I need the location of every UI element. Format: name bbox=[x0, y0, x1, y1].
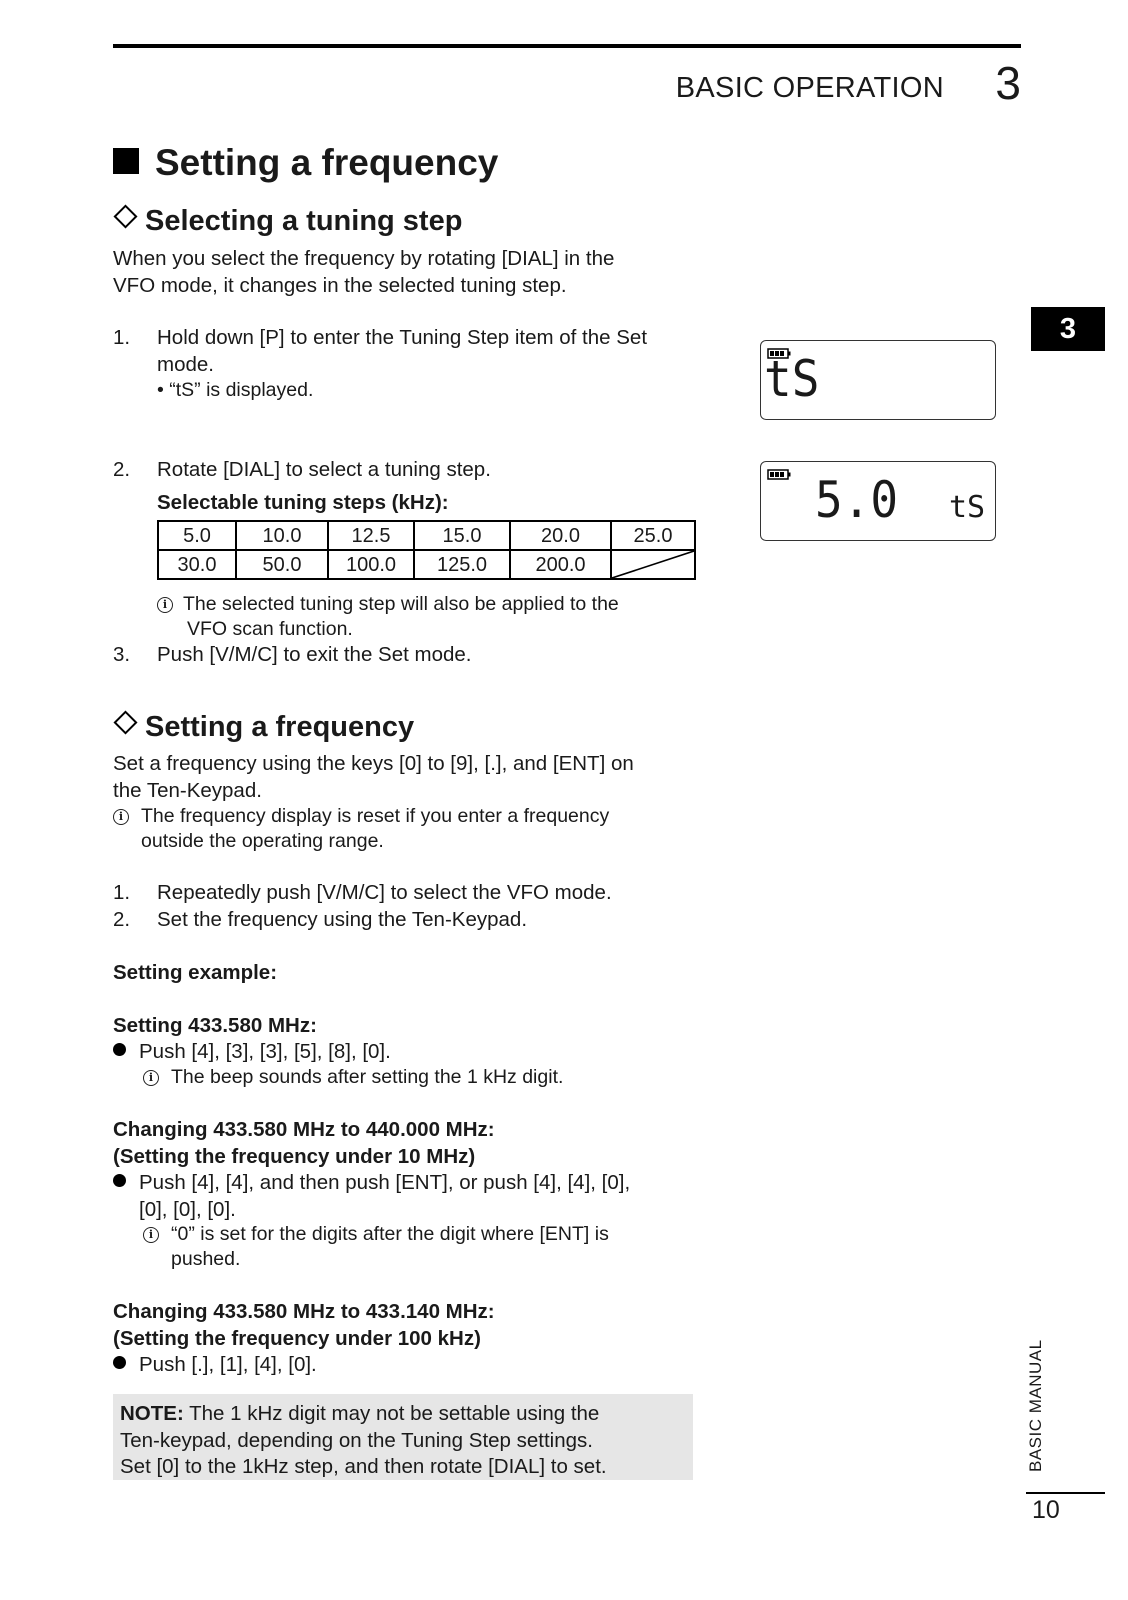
table-row bbox=[158, 550, 695, 579]
example-1-info: i The beep sounds after setting the 1 kHz digit. bbox=[143, 1065, 563, 1090]
info-icon: i bbox=[113, 809, 129, 825]
table-cell: 15.0 bbox=[414, 521, 510, 550]
tuning-steps-table bbox=[157, 520, 696, 580]
example-2-info: i “0” is set for the digits after the digit where [ENT] is pushed. bbox=[143, 1222, 609, 1272]
table-caption: Selectable tuning steps (kHz): bbox=[157, 491, 449, 514]
lcd-display-step bbox=[760, 461, 996, 541]
lcd-main-text: 5.0 bbox=[815, 471, 899, 529]
example-3-heading: Changing 433.580 MHz to 433.140 MHz: (Setting the frequency under 100 kHz) bbox=[113, 1300, 495, 1350]
subsection-title-set-frequency: Setting a frequency bbox=[113, 711, 414, 744]
chapter-title: BASIC OPERATION bbox=[675, 72, 944, 104]
battery-icon bbox=[768, 470, 791, 479]
bullet-dot-icon bbox=[113, 1356, 126, 1369]
section-title: Setting a frequency bbox=[113, 142, 498, 184]
set-frequency-intro: Set a frequency using the keys [0] to [9], [.], and [ENT] on the Ten-Keypad. bbox=[113, 752, 634, 802]
tuning-step-info: i The selected tuning step will also be applied to the VFO scan function. bbox=[157, 592, 619, 642]
subsection-title-tuning-step: Selecting a tuning step bbox=[113, 205, 462, 238]
bullet-dot-icon bbox=[113, 1174, 126, 1187]
info-icon: i bbox=[143, 1227, 159, 1243]
table-cell: 5.0 bbox=[158, 521, 236, 550]
square-bullet-icon bbox=[113, 148, 139, 174]
info-icon: i bbox=[143, 1070, 159, 1086]
tuning-step-intro: When you select the frequency by rotating [DIAL] in the VFO mode, it changes in the selected tuning step. bbox=[113, 247, 615, 297]
bullet-dot-icon bbox=[113, 1043, 126, 1056]
example-1-heading: Setting 433.580 MHz: bbox=[113, 1014, 317, 1037]
table-cell: 25.0 bbox=[611, 521, 695, 550]
example-3-bullet: Push [.], [1], [4], [0]. bbox=[113, 1352, 317, 1379]
table-cell: 10.0 bbox=[236, 521, 328, 550]
chapter-number: 3 bbox=[995, 57, 1021, 109]
tuning-step-1: 1. Hold down [P] to enter the Tuning Step item of the Set mode. • “tS” is displayed. bbox=[113, 325, 713, 403]
tuning-step-2: 2. Rotate [DIAL] to select a tuning step. bbox=[113, 458, 491, 481]
table-cell: 20.0 bbox=[510, 521, 611, 550]
example-2-heading: Changing 433.580 MHz to 440.000 MHz: (Setting the frequency under 10 MHz) bbox=[113, 1118, 495, 1168]
lcd-main-text: tS bbox=[764, 350, 820, 408]
note-text: NOTE: The 1 kHz digit may not be settable using the Ten-keypad, depending on the Tuning Step settings. Set [0] to the 1kHz step, and then rotate [DIAL] to set. bbox=[120, 1402, 607, 1478]
set-frequency-step-2: 2. Set the frequency using the Ten-Keypad. bbox=[113, 908, 528, 931]
table-row bbox=[158, 521, 695, 550]
set-frequency-step-1: 1. Repeatedly push [V/M/C] to select the VFO mode. bbox=[113, 881, 612, 904]
diamond-icon bbox=[113, 710, 137, 734]
table-cell: 12.5 bbox=[328, 521, 414, 550]
empty-cell-diagonal bbox=[611, 550, 695, 579]
lcd-display-ts bbox=[760, 340, 996, 420]
example-1-bullet: Push [4], [3], [3], [5], [8], [0]. bbox=[113, 1039, 391, 1066]
table-cell: 50.0 bbox=[236, 550, 328, 579]
example-2-bullet: Push [4], [4], and then push [ENT], or push [4], [4], [0], [0], [0], [0]. bbox=[113, 1170, 630, 1223]
tuning-step-3: 3. Push [V/M/C] to exit the Set mode. bbox=[113, 643, 472, 666]
info-icon: i bbox=[157, 597, 173, 613]
page-number: 10 bbox=[1032, 1496, 1060, 1524]
chapter-tab: 3 bbox=[1031, 307, 1105, 351]
table-cell: 200.0 bbox=[510, 550, 611, 579]
top-rule bbox=[113, 44, 1021, 48]
example-label: Setting example: bbox=[113, 961, 278, 984]
lcd-sub-text: tS bbox=[949, 490, 986, 525]
table-cell: 30.0 bbox=[158, 550, 236, 579]
table-cell: 125.0 bbox=[414, 550, 510, 579]
table-cell: 100.0 bbox=[328, 550, 414, 579]
set-frequency-info: i The frequency display is reset if you enter a frequency outside the operating range. bbox=[113, 804, 609, 854]
page-number-rule bbox=[1026, 1492, 1105, 1494]
step1-bullet: • “tS” is displayed. bbox=[157, 379, 314, 401]
diamond-icon bbox=[113, 204, 137, 228]
manual-label: BASIC MANUAL bbox=[1026, 1339, 1045, 1472]
